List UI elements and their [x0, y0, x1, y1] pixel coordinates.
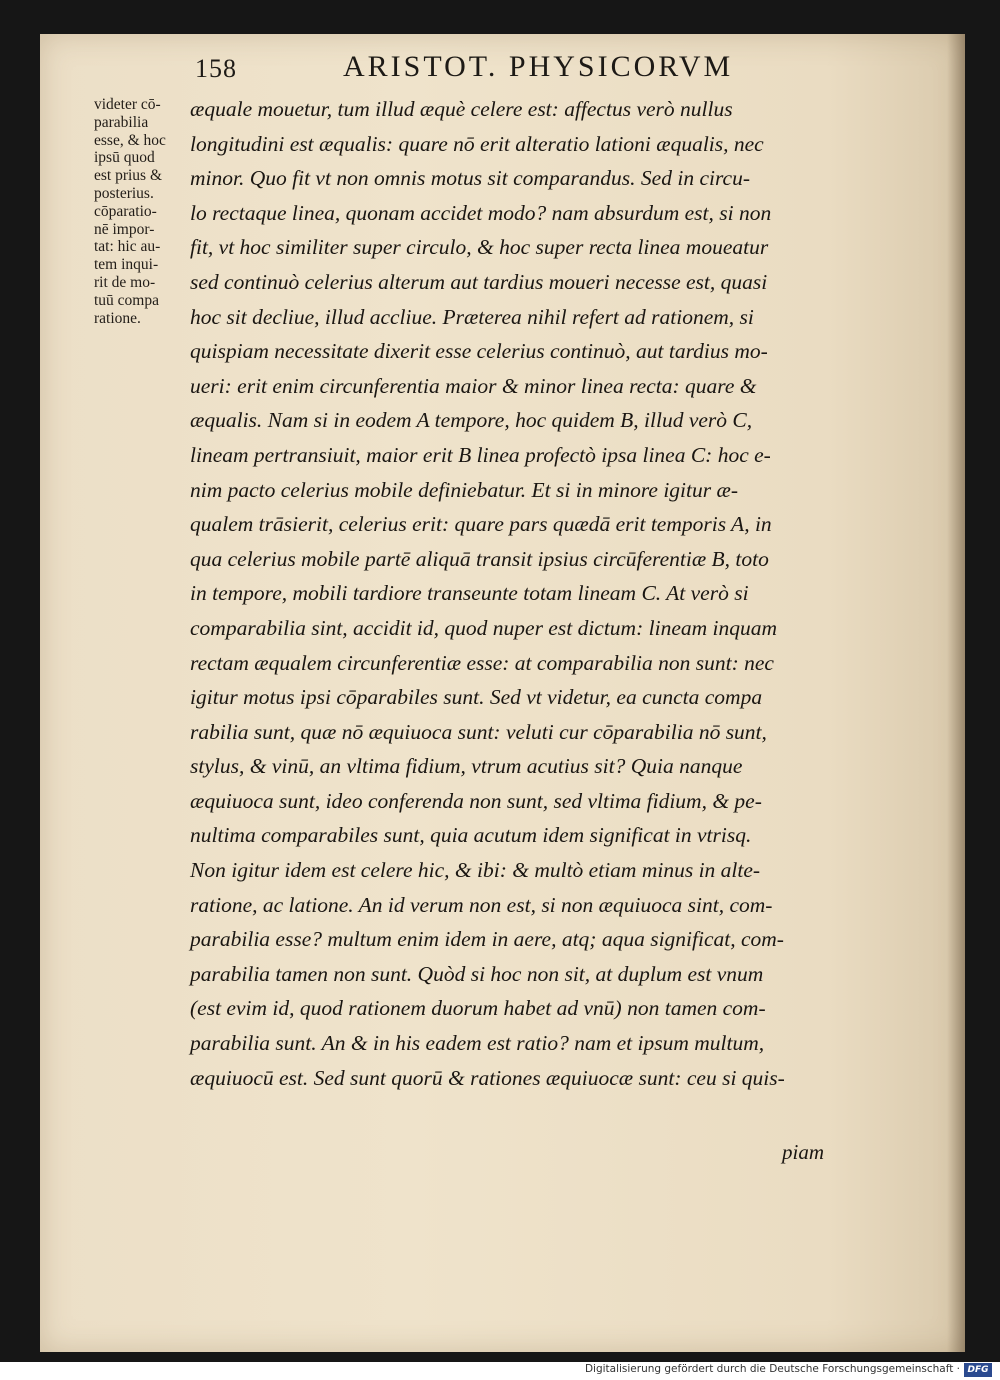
text-line: nultima comparabiles sunt, quia acutum idem significat in vtrisq. [190, 823, 752, 848]
marginal-note-line: nē impor- [94, 220, 155, 238]
text-line: qualem trāsierit, celerius erit: quare pars quædā erit temporis A, in [190, 512, 772, 537]
text-line: lineam pertransiuit, maior erit B linea profectò ipsa linea C: hoc e- [190, 442, 771, 467]
text-line: longitudini est æqualis: quare nō erit alteratio lationi æqualis, nec [190, 131, 764, 156]
text-line: parabilia sunt. An & in his eadem est ratio? nam et ipsum multum, [190, 1031, 765, 1056]
text-line: rabilia sunt, quæ nō æquiuoca sunt: veluti cur cōparabilia nō sunt, [190, 719, 767, 744]
text-line: hoc sit decliue, illud accliue. Præterea nihil refert ad rationem, si [190, 304, 754, 329]
text-line: stylus, & vinū, an vltima fidium, vtrum acutius sit? Quia nanque [190, 754, 743, 779]
page-edge-shadow [947, 34, 965, 1352]
marginal-note-line: rit de mo- [94, 273, 156, 291]
text-line: æquiuoca sunt, ideo conferenda non sunt, sed vltima fidium, & pe- [190, 788, 762, 813]
text-line: (est evim id, quod rationem duorum habet ad vnū) non tamen com- [190, 996, 766, 1021]
text-line: parabilia tamen non sunt. Quòd si hoc non sit, at duplum est vnum [190, 961, 764, 986]
text-line: æquale mouetur, tum illud æquè celere est: affectus verò nullus [190, 97, 733, 121]
text-line: comparabilia sint, accidit id, quod nuper est dictum: lineam inquam [190, 615, 778, 640]
text-line: parabilia esse? multum enim idem in aere, atq; aqua significat, com- [190, 927, 784, 952]
text-line: æquiuocū est. Sed sunt quorū & rationes æquiuocæ sunt: ceu si quis- [190, 1065, 785, 1090]
marginal-note-line: tuū compa [94, 291, 159, 309]
marginal-note-line: ipsū quod [94, 149, 155, 167]
marginal-note-line: ratione. [94, 309, 141, 327]
text-line: ratione, ac latione. An id verum non est, si non æquiuoca sint, com- [190, 892, 773, 917]
dfg-logo-icon: DFG [964, 1363, 992, 1377]
marginal-note-line: est prius & [94, 167, 163, 185]
marginal-note-line: videter cō- [94, 96, 161, 113]
footer-credit: Digitalisierung gefördert durch die Deutsche Forschungsgemeinschaft · [584, 1363, 960, 1375]
text-line: æqualis. Nam si in eodem A tempore, hoc quidem B, illud verò C, [190, 408, 753, 433]
text-line: fit, vt hoc similiter super circulo, & hoc super recta linea moueatur [190, 235, 769, 260]
page-header [195, 50, 785, 90]
text-line: quispiam necessitate dixerit esse celerius continuò, aut tardius mo- [190, 339, 768, 364]
text-line: ueri: erit enim circunferentia maior & minor linea recta: quare & [190, 373, 757, 398]
text-line: sed continuò celerius alterum aut tardius moueri necesse est, quasi [190, 269, 768, 294]
text-line: rectam æqualem circunferentiæ esse: at comparabilia non sunt: nec [190, 650, 774, 675]
marginal-note-line: parabilia [94, 113, 149, 131]
marginal-note-line: tat: hic au- [94, 238, 161, 256]
text-line: in tempore, mobili tardiore transeunte totam lineam C. At verò si [190, 581, 749, 606]
text-line: lo rectaque linea, quonam accidet modo? nam absurdum est, si non [190, 200, 772, 225]
footer-bar [0, 1362, 1000, 1380]
catchword: piam [782, 1140, 824, 1164]
page-number: 158 [195, 54, 237, 83]
marginal-note-line: posterius. [94, 184, 154, 202]
text-line: Non igitur idem est celere hic, & ibi: & multò etiam minus in alte- [190, 858, 761, 883]
marginal-note-line: tem inqui- [94, 256, 159, 274]
marginal-note-line: esse, & hoc [94, 131, 166, 149]
text-line: nim pacto celerius mobile definiebatur. Et si in minore igitur æ- [190, 477, 738, 502]
text-line: igitur motus ipsi cōparabiles sunt. Sed vt videtur, ea cuncta compa [190, 685, 763, 710]
text-line: qua celerius mobile partē aliquā transit ipsius circūferentiæ B, toto [190, 546, 769, 571]
marginal-note-line: cōparatio- [94, 202, 157, 220]
body-text [190, 92, 870, 1095]
running-title: ARISTOT. PHYSICORVM [343, 50, 734, 83]
text-line: minor. Quo fit vt non omnis motus sit comparandus. Sed in circu- [190, 166, 750, 191]
